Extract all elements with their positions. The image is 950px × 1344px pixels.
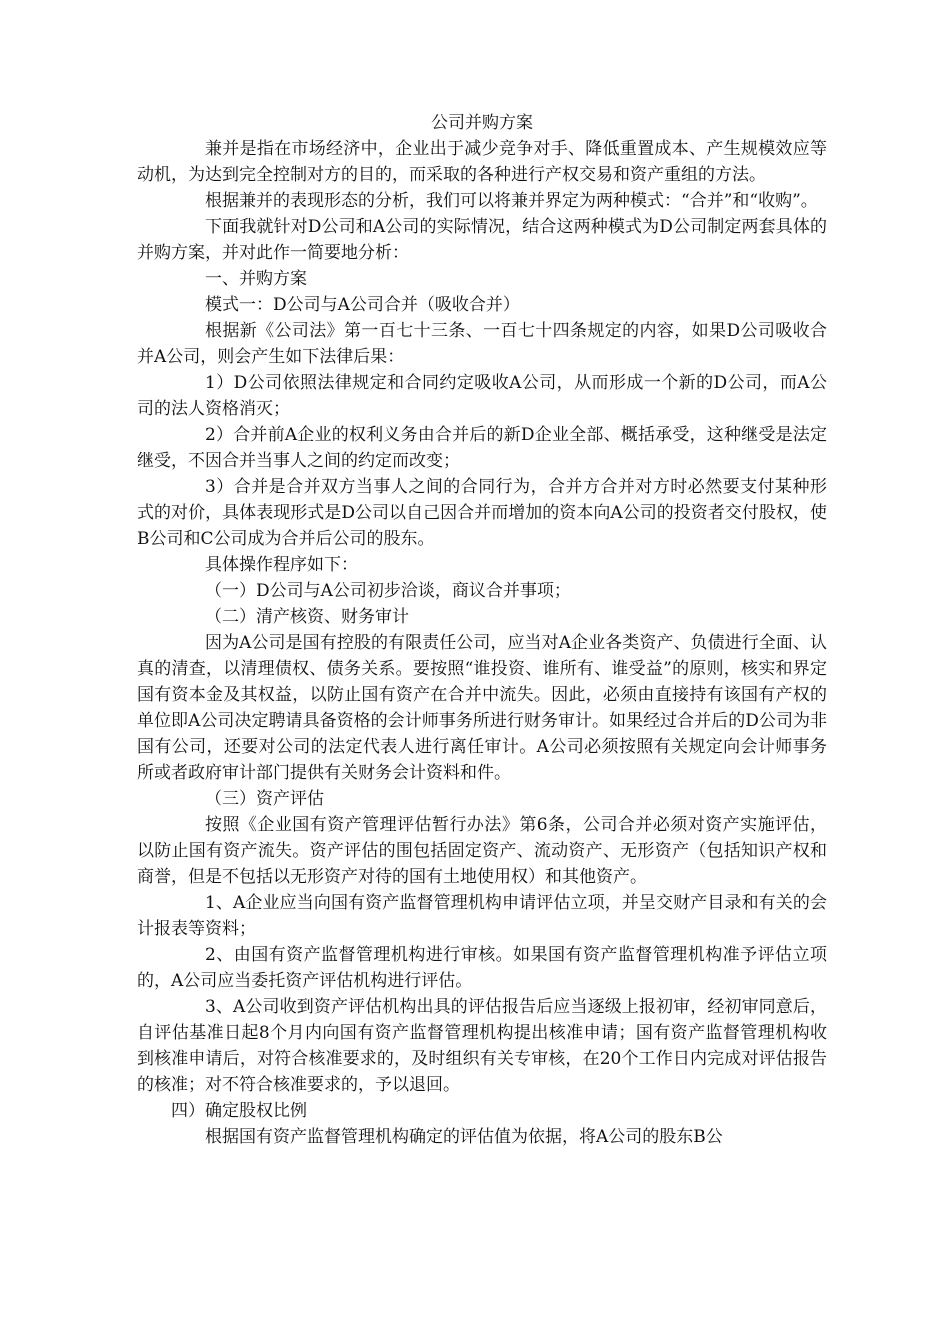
paragraph-audit: 因为A公司是国有控股的有限责任公司，应当对A企业各类资产、负债进行全面、认真的清查，以清理债权、债务关系。要按照“谁投资、谁所有、谁受益”的原则，核实和界定国有资本金及其权益，以防止国有资产在合并中流失。因此，必须由直接持有该国有产权的单位即A公司决定聘请具备资格的会计师事务所进行财务审计。如果经过合并后的D公司为非国有公司，还要对公司的法定代表人进行离任审计。A公司必须按照有关规定向会计师事务所或者政府审计部门提供有关财务会计资料和件。 xyxy=(137,633,827,783)
procedure-heading: 具体操作程序如下： xyxy=(205,555,358,575)
paragraph-plan-intro: 下面我就针对D公司和A公司的实际情况，结合这两种模式为D公司制定两套具体的并购方案，并对此作一简要地分析： xyxy=(137,217,827,263)
procedure-step-4-heading: 四）确定股权比例 xyxy=(171,1101,307,1121)
section-heading-merger-plan: 一、并购方案 xyxy=(205,269,307,289)
list-item-consequence-1: 1）D公司依照法律规定和合同约定吸收A公司，从而形成一个新的D公司，而A公司的法人资格消灭； xyxy=(137,373,827,419)
document-body xyxy=(137,108,827,1150)
paragraph-company-law: 根据新《公司法》第一百七十三条、一百七十四条规定的内容，如果D公司吸收合并A公司，则会产生如下法律后果： xyxy=(137,321,827,367)
paragraph-merger-modes: 根据兼并的表现形态的分析，我们可以将兼并界定为两种模式：“合并”和“收购”。 xyxy=(205,191,818,211)
list-item-evaluation-1: 1、A企业应当向国有资产监督管理机构申请评估立项，并呈交财产目录和有关的会计报表等资料； xyxy=(137,893,827,939)
procedure-step-1: （一）D公司与A公司初步洽谈，商议合并事项； xyxy=(205,581,571,601)
list-item-consequence-3: 3）合并是合并双方当事人之间的合同行为，合并方合并对方时必然要支付某种形式的对价，具体表现形式是D公司以自己因合并而增加的资本向A公司的投资者交付股权，使B公司和C公司成为合并后公司的股东。 xyxy=(137,477,827,549)
paragraph-equity-ratio: 根据国有资产监督管理机构确定的评估值为依据，将A公司的股东B公 xyxy=(205,1127,723,1147)
list-item-evaluation-2: 2、由国有资产监督管理机构进行审核。如果国有资产监督管理机构准予评估立项的，A公司应当委托资产评估机构进行评估。 xyxy=(137,945,827,991)
paragraph-asset-evaluation: 按照《企业国有资产管理评估暂行办法》第6条，公司合并必须对资产实施评估，以防止国有资产流失。资产评估的围包括固定资产、流动资产、无形资产（包括知识产权和商誉，但是不包括以无形资产对待的国有土地使用权）和其他资产。 xyxy=(137,815,827,887)
list-item-consequence-2: 2）合并前A企业的权利义务由合并后的新D企业全部、概括承受，这种继受是法定继受，不因合并当事人之间的约定而改变； xyxy=(137,425,827,471)
list-item-evaluation-3: 3、A公司收到资产评估机构出具的评估报告后应当逐级上报初审，经初审同意后，自评估基准日起8个月内向国有资产监督管理机构提出核准申请；国有资产监督管理机构收到核准申请后，对符合核准要求的，及时组织有关专审核，在20个工作日内完成对评估报告的核准；对不符合核准要求的，予以退回。 xyxy=(137,997,827,1095)
procedure-step-2-heading: （二）清产核资、财务审计 xyxy=(205,607,409,627)
mode-one-heading: 模式一：D公司与A公司合并（吸收合并） xyxy=(205,295,520,315)
document-title: 公司并购方案 xyxy=(431,113,533,133)
paragraph-merger-definition: 兼并是指在市场经济中，企业出于减少竞争对手、降低重置成本、产生规模效应等动机，为达到完全控制对方的目的，而采取的各种进行产权交易和资产重组的方法。 xyxy=(137,139,827,185)
procedure-step-3-heading: （三）资产评估 xyxy=(205,789,324,809)
